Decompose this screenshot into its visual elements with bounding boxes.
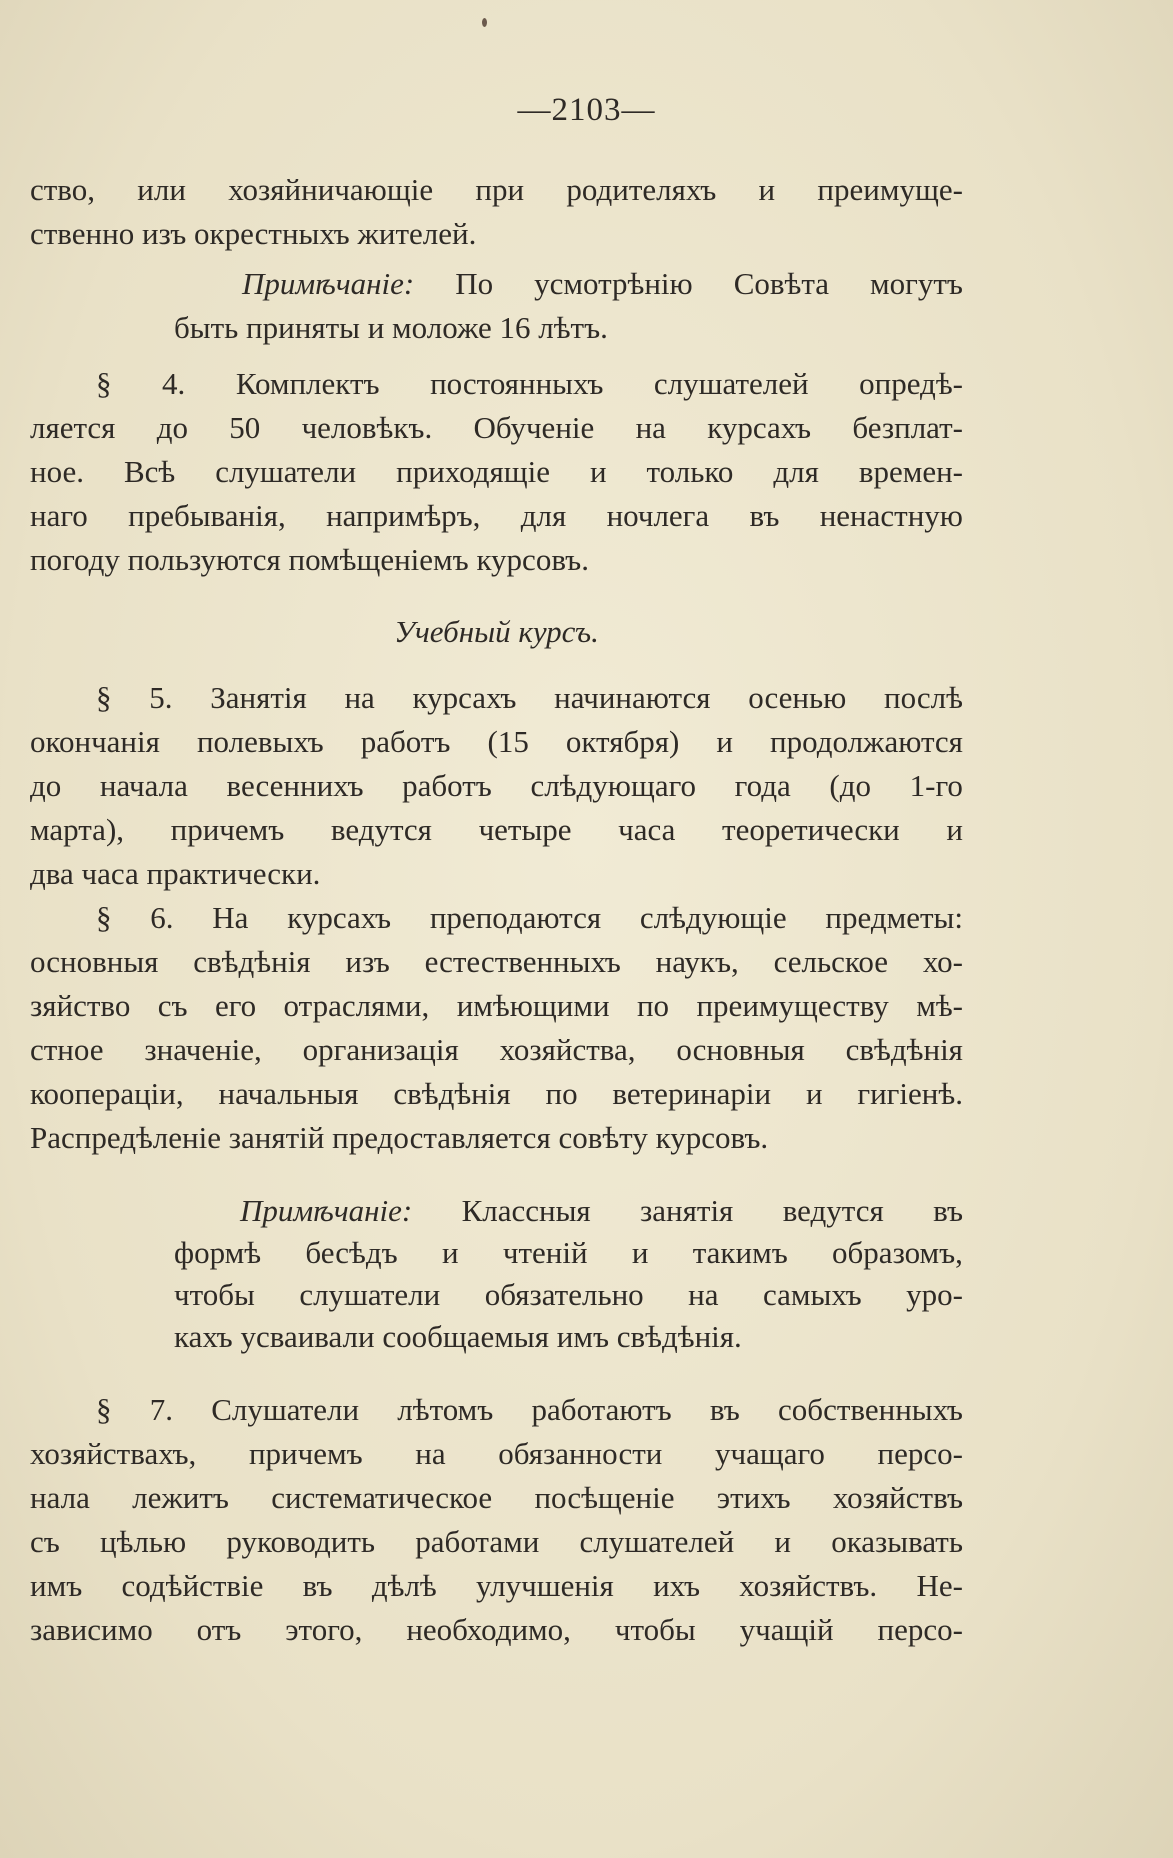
word: и <box>631 1235 649 1270</box>
word: § <box>96 366 112 401</box>
word: (15 <box>487 724 529 759</box>
word: въ <box>709 1392 740 1427</box>
word: ведутся <box>782 1193 884 1228</box>
text-line <box>30 1476 963 1520</box>
word: часа <box>81 856 139 891</box>
word: этихъ <box>716 1480 791 1515</box>
text-line <box>30 1564 963 1608</box>
word: до <box>30 768 62 803</box>
word: совѣту <box>558 1120 648 1155</box>
word: четыре <box>478 812 572 847</box>
word: По <box>455 266 494 301</box>
text-line <box>30 1116 963 1160</box>
word: родителяхъ <box>566 172 717 207</box>
word: и <box>367 310 385 345</box>
word: могутъ <box>870 266 963 301</box>
word: безплат- <box>852 410 963 445</box>
word: хозяйничающіе <box>228 172 434 207</box>
word: чтеній <box>502 1235 588 1270</box>
word: преимуще- <box>817 172 963 207</box>
word: на <box>688 1277 719 1312</box>
word: предоставляется <box>332 1120 551 1155</box>
word: отъ <box>196 1612 242 1647</box>
word: мѣ- <box>916 988 963 1023</box>
word: обязанности <box>498 1436 663 1471</box>
word: персо- <box>877 1612 963 1647</box>
word: марта), <box>30 812 125 847</box>
word: Не- <box>916 1568 963 1603</box>
word: 4. <box>162 366 186 401</box>
heading-text: Учебный курсъ. <box>394 614 599 649</box>
word: § <box>96 900 112 935</box>
note-line <box>30 1316 963 1358</box>
word: усмотрѣнію <box>534 266 693 301</box>
word: необходимо, <box>406 1612 571 1647</box>
word: занятія <box>640 1193 734 1228</box>
word: Слушатели <box>211 1392 360 1427</box>
note-label: Примѣчаніе: <box>242 266 415 301</box>
note-line <box>30 1274 963 1316</box>
word: ственно <box>30 216 135 251</box>
word: курсахъ <box>287 900 392 935</box>
word: въ <box>302 1568 333 1603</box>
word: при <box>475 172 525 207</box>
text-line <box>30 1072 963 1116</box>
note-continuation <box>30 306 963 350</box>
word: усваивали <box>240 1319 375 1354</box>
word: для <box>520 498 567 533</box>
word: формѣ <box>174 1235 262 1270</box>
paragraph-7-start <box>30 1388 963 1432</box>
word: работаютъ <box>531 1392 672 1427</box>
word: октября) <box>565 724 680 759</box>
word: свѣдѣнія <box>393 1076 511 1111</box>
text-line <box>30 852 963 896</box>
word: по <box>636 988 670 1023</box>
word: напримѣръ, <box>326 498 481 533</box>
text-line <box>30 1028 963 1072</box>
word: пользуются <box>127 542 281 577</box>
ink-speck <box>482 18 487 27</box>
word: Классныя <box>461 1193 591 1228</box>
word: 50 <box>229 410 261 445</box>
word: до <box>156 410 188 445</box>
text-line <box>30 940 963 984</box>
word: курсовъ. <box>655 1120 769 1155</box>
note-line <box>174 306 963 350</box>
word: наукъ, <box>655 944 739 979</box>
word: моложе <box>392 310 492 345</box>
word: слушатели <box>215 454 357 489</box>
word: систематическое <box>271 1480 493 1515</box>
text-line <box>30 808 963 852</box>
word: § <box>96 680 112 715</box>
word: начала <box>99 768 188 803</box>
word: начинаются <box>554 680 711 715</box>
page-number: —2103— <box>517 92 656 128</box>
note-block <box>30 262 963 306</box>
word: основныя <box>30 944 159 979</box>
word: изъ <box>345 944 390 979</box>
word: на <box>415 1436 446 1471</box>
word: Занятія <box>210 680 307 715</box>
word: и <box>946 812 963 847</box>
word: осенью <box>748 680 847 715</box>
word: ветеринаріи <box>612 1076 772 1111</box>
word: персо- <box>877 1436 963 1471</box>
word: начальныя <box>218 1076 359 1111</box>
word: часа <box>618 812 676 847</box>
word: предметы: <box>825 900 963 935</box>
word: сельское <box>773 944 888 979</box>
body-text <box>30 168 963 1652</box>
word: основныя <box>676 1032 805 1067</box>
word: хозяйствъ. <box>739 1568 878 1603</box>
word: (до <box>829 768 871 803</box>
word: зависимо <box>30 1612 153 1647</box>
word: наго <box>30 498 88 533</box>
word: Совѣта <box>733 266 830 301</box>
word: его <box>214 988 257 1023</box>
word: занятій <box>228 1120 325 1155</box>
word: окрестныхъ <box>194 216 350 251</box>
word: два <box>30 856 74 891</box>
word: цѣлью <box>100 1524 187 1559</box>
word: свѣдѣнія. <box>616 1319 742 1354</box>
text-line <box>30 538 963 582</box>
text-line <box>30 764 963 808</box>
word: практически. <box>146 856 321 891</box>
text-line <box>30 984 963 1028</box>
word: Комплектъ <box>235 366 380 401</box>
word: лѣтъ. <box>538 310 608 345</box>
word: слушателей <box>653 366 809 401</box>
word: хо- <box>922 944 963 979</box>
word: на <box>344 680 375 715</box>
word: курсахъ <box>412 680 517 715</box>
word: 5. <box>149 680 173 715</box>
word: слушателей <box>579 1524 735 1559</box>
word: ведутся <box>330 812 432 847</box>
text-line <box>30 406 963 450</box>
text-line <box>30 720 963 764</box>
word: 7. <box>149 1392 173 1427</box>
note-line <box>30 1232 963 1274</box>
word: быть <box>174 310 239 345</box>
word: и <box>758 172 776 207</box>
word: гигіенѣ. <box>857 1076 963 1111</box>
word: ное. <box>30 454 84 489</box>
word: опредѣ- <box>859 366 963 401</box>
word: съ <box>30 1524 60 1559</box>
text-line <box>30 1432 963 1476</box>
word: руководить <box>226 1524 376 1559</box>
word: На <box>212 900 249 935</box>
word: имъ <box>556 1319 609 1354</box>
word: приняты <box>246 310 360 345</box>
word: только <box>646 454 734 489</box>
word: дѣлѣ <box>371 1568 437 1603</box>
word: полевыхъ <box>196 724 324 759</box>
word: причемъ <box>170 812 285 847</box>
word: преподаются <box>429 900 602 935</box>
word: на <box>635 410 666 445</box>
word: оказывать <box>831 1524 963 1559</box>
word: учащій <box>739 1612 834 1647</box>
word: значеніе, <box>144 1032 262 1067</box>
word: человѣкъ. <box>301 410 433 445</box>
word: и <box>589 454 607 489</box>
word: естественныхъ <box>424 944 621 979</box>
text-line <box>30 1608 963 1652</box>
word: бесѣдъ <box>305 1235 398 1270</box>
word: въ <box>749 498 780 533</box>
word: нала <box>30 1480 90 1515</box>
word: чтобы <box>174 1277 255 1312</box>
word: погоду <box>30 542 120 577</box>
word: съ <box>157 988 188 1023</box>
word: послѣ <box>883 680 963 715</box>
word: теоретически <box>722 812 900 847</box>
word: Распредѣленіе <box>30 1120 221 1155</box>
word: свѣдѣнія <box>845 1032 963 1067</box>
word: 1-го <box>909 768 963 803</box>
word: и <box>774 1524 791 1559</box>
word: 16 <box>499 310 531 345</box>
text-line <box>30 494 963 538</box>
word: свѣдѣнія <box>193 944 311 979</box>
paragraph-4-start <box>30 362 963 406</box>
text-line <box>30 212 963 256</box>
word: коопераціи, <box>30 1076 184 1111</box>
word: сообщаемыя <box>382 1319 549 1354</box>
word: лежитъ <box>132 1480 229 1515</box>
text-line <box>30 450 963 494</box>
word: § <box>96 1392 112 1427</box>
word: самыхъ <box>762 1277 862 1312</box>
word: приходящіе <box>396 454 550 489</box>
text-line <box>30 1520 963 1564</box>
word: имъ <box>30 1568 83 1603</box>
word: слѣдующаго <box>530 768 697 803</box>
word: и <box>805 1076 823 1111</box>
word: кахъ <box>174 1319 233 1354</box>
word: изъ <box>141 216 187 251</box>
word: стное <box>30 1032 104 1067</box>
word: работъ <box>360 724 451 759</box>
word: хозяйствахъ, <box>30 1436 197 1471</box>
word: обязательно <box>484 1277 644 1312</box>
word: организація <box>302 1032 459 1067</box>
word: улучшенія <box>476 1568 614 1603</box>
word: посѣщеніе <box>534 1480 675 1515</box>
word: продолжаются <box>770 724 963 759</box>
word: причемъ <box>248 1436 363 1471</box>
word: имѣющими <box>456 988 610 1023</box>
note-line <box>242 262 963 306</box>
word: слушатели <box>299 1277 441 1312</box>
word: Обученіе <box>473 410 595 445</box>
paragraph-6-start <box>30 896 963 940</box>
word: собственныхъ <box>778 1392 963 1427</box>
word: курсовъ. <box>476 542 589 577</box>
word: ночлега <box>606 498 710 533</box>
word: жителей. <box>357 216 477 251</box>
word: ляется <box>30 410 116 445</box>
word: и <box>716 724 733 759</box>
word: отраслями, <box>283 988 430 1023</box>
word: года <box>734 768 791 803</box>
word: ихъ <box>653 1568 701 1603</box>
word: пребыванія, <box>128 498 286 533</box>
section-heading <box>30 594 963 670</box>
word: учащаго <box>714 1436 825 1471</box>
note-line <box>30 1190 963 1232</box>
word: образомъ, <box>832 1235 963 1270</box>
word: зяйство <box>30 988 131 1023</box>
paragraph-5-start <box>30 676 963 720</box>
word: для <box>773 454 819 489</box>
word: времен- <box>858 454 963 489</box>
word: хозяйства, <box>499 1032 636 1067</box>
word: уро- <box>906 1277 963 1312</box>
word: и <box>441 1235 459 1270</box>
word: Всѣ <box>123 454 176 489</box>
word: этого, <box>285 1612 363 1647</box>
word: курсахъ <box>707 410 812 445</box>
word: лѣтомъ <box>397 1392 494 1427</box>
note-label: Примѣчаніе: <box>240 1193 413 1228</box>
word: чтобы <box>614 1612 696 1647</box>
word: или <box>137 172 186 207</box>
word: помѣщеніемъ <box>288 542 469 577</box>
word: постоянныхъ <box>430 366 604 401</box>
word: ство, <box>30 172 95 207</box>
word: такимъ <box>692 1235 788 1270</box>
word: преимуществу <box>696 988 889 1023</box>
word: содѣйствіе <box>121 1568 264 1603</box>
text-line <box>30 168 963 212</box>
word: въ <box>933 1193 963 1228</box>
word: работъ <box>402 768 492 803</box>
word: хозяйствъ <box>832 1480 963 1515</box>
word: 6. <box>150 900 174 935</box>
word: весеннихъ <box>226 768 364 803</box>
note-block-2 <box>30 1190 963 1358</box>
word: по <box>545 1076 578 1111</box>
word: окончанія <box>30 724 160 759</box>
word: ненастную <box>819 498 963 533</box>
word: работами <box>415 1524 540 1559</box>
word: слѣдующіе <box>639 900 787 935</box>
